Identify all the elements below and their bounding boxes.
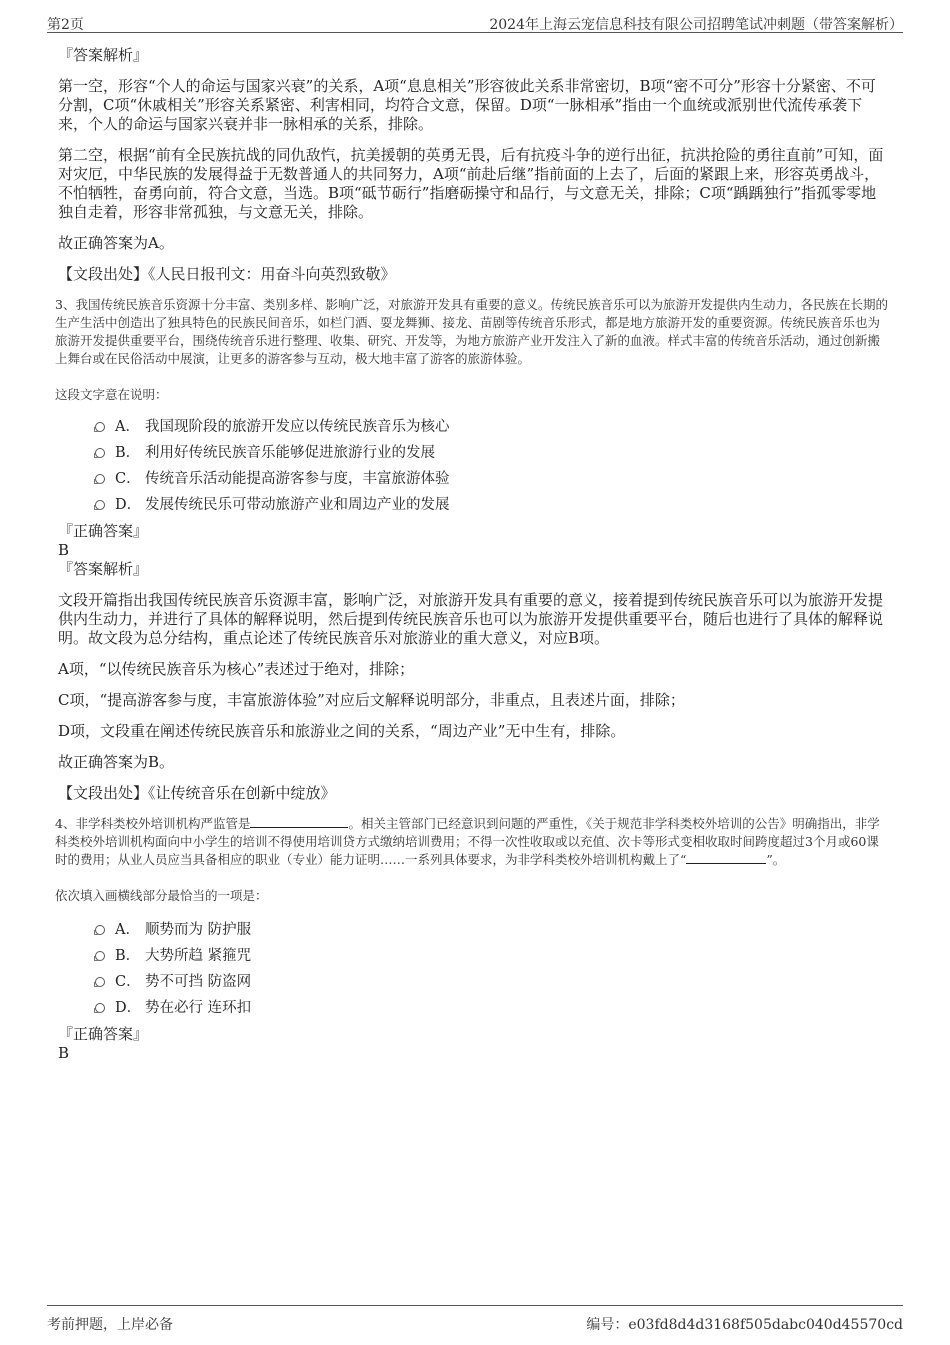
radio-icon[interactable]	[95, 448, 105, 458]
option-a[interactable]: A． 我国现阶段的旅游开发应以传统民族音乐为核心	[95, 414, 890, 440]
options-list	[95, 414, 890, 518]
radio-icon[interactable]	[95, 500, 105, 510]
answer-label: 『正确答案』	[58, 522, 149, 540]
radio-icon[interactable]	[95, 925, 105, 935]
option-c[interactable]: C． 势不可挡 防盗网	[95, 969, 890, 995]
page-header	[47, 12, 903, 33]
option-a[interactable]: A． 顺势而为 防护服	[95, 917, 890, 943]
analysis-paragraph: 文段开篇指出我国传统民族音乐资源丰富，影响广泛，对旅游开发具有重要的意义，接着提到传统民族音乐可以为旅游开发提供内生动力，并进行了具体的解释说明，然后提到传统民族音乐也可以为旅游开发提供重要平台，随后也进行了具体的解释说明。故文段为总分结构，重点论述了传统民族音乐对旅游业的重大意义，对应B项。	[58, 591, 884, 647]
radio-icon[interactable]	[95, 977, 105, 987]
document-title: 2024年上海云宠信息科技有限公司招聘笔试冲刺题（带答案解析）	[489, 17, 903, 33]
radio-icon[interactable]	[95, 474, 105, 484]
analysis-paragraph: D项，文段重在阐述传统民族音乐和旅游业之间的关系，“周边产业”无中生有，排除。	[58, 722, 626, 740]
document-id: 编号：e03fd8d4d3168f505dabc040d45570cd	[586, 1317, 903, 1333]
page-footer	[47, 1305, 903, 1336]
page-content	[55, 46, 890, 1063]
footer-slogan: 考前押题，上岸必备	[47, 1317, 173, 1333]
source-citation: 【文段出处】《让传统音乐在创新中绽放》	[58, 784, 336, 802]
radio-icon[interactable]	[95, 951, 105, 961]
analysis-paragraph: A项，“以传统民族音乐为核心”表述过于绝对，排除；	[58, 660, 415, 678]
option-c[interactable]: C． 传统音乐活动能提高游客参与度，丰富旅游体验	[95, 466, 890, 492]
option-b[interactable]: B． 大势所趋 紧箍咒	[95, 943, 890, 969]
question-prompt: 这段文字意在说明：	[55, 387, 168, 402]
option-d[interactable]: D． 势在必行 连环扣	[95, 995, 890, 1021]
question-prompt: 依次填入画横线部分最恰当的一项是：	[55, 888, 268, 903]
answer-value: B	[58, 1044, 70, 1062]
analysis-paragraph: C项，“提高游客参与度，丰富旅游体验”对应后文解释说明部分，非重点，且表述片面，排除；	[58, 691, 685, 709]
option-b[interactable]: B． 利用好传统民族音乐能够促进旅游行业的发展	[95, 440, 890, 466]
radio-icon[interactable]	[95, 1003, 105, 1013]
answer-label: 『正确答案』	[58, 1025, 149, 1043]
fill-blank	[250, 815, 348, 828]
page-number: 第2页	[47, 17, 84, 33]
conclusion-text: 故正确答案为B。	[58, 753, 175, 771]
analysis-paragraph: 第一空，形容“个人的命运与国家兴衰”的关系，A项“息息相关”形容彼此关系非常密切，B项“密不可分”形容十分紧密、不可分割，C项“休戚相关”形容关系紧密、利害相同，均符合文意，保留。D项“一脉相承”指由一个血统或派别世代流传承袭下来，个人的命运与国家兴衰并非一脉相承的关系，排除。	[58, 77, 876, 133]
source-citation: 【文段出处】《人民日报刊文：用奋斗向英烈致敬》	[58, 265, 396, 283]
radio-icon[interactable]	[95, 422, 105, 432]
analysis-label: 『答案解析』	[58, 46, 149, 64]
options-list	[95, 917, 890, 1021]
answer-value: B	[58, 541, 70, 559]
question-stem: 3、我国传统民族音乐资源十分丰富、类别多样、影响广泛，对旅游开发具有重要的意义。传统民族音乐可以为旅游开发提供内生动力，各民族在长期的生产生活中创造出了独具特色的民族民间音乐，如栏门酒、耍龙舞狮、接龙、苗剧等传统音乐形式，都是地方旅游开发的重要资源。传统民族音乐也为旅游开发提供重要平台，围绕传统音乐进行整理、收集、研究、开发等，为地方旅游产业开发注入了新的血液。样式丰富的传统音乐活动，通过创新搬上舞台或在民俗活动中展演，让更多的游客参与互动，极大地丰富了游客的旅游体验。	[55, 297, 888, 366]
conclusion-text: 故正确答案为A。	[58, 234, 174, 252]
fill-blank	[686, 851, 766, 864]
option-d[interactable]: D． 发展传统民乐可带动旅游产业和周边产业的发展	[95, 492, 890, 518]
analysis-label: 『答案解析』	[58, 560, 149, 578]
analysis-paragraph: 第二空，根据“前有全民族抗战的同仇敌忾，抗美援朝的英勇无畏，后有抗疫斗争的逆行出征，抗洪抢险的勇往直前”可知，面对灾厄，中华民族的发展得益于无数普通人的共同努力，A项“前赴后继”指前面的上去了，后面的紧跟上来，形容英勇战斗，不怕牺牲，奋勇向前，符合文意，当选。B项“砥节砺行”指磨砺操守和品行，与文意无关，排除；C项“踽踽独行”指孤零零地独自走着，形容非常孤独，与文意无关，排除。	[58, 146, 884, 221]
question-stem: 4、非学科类校外培训机构严监管是 。相关主管部门已经意识到问题的严重性，《关于规范非学科类校外培训的公告》明确指出，非学科类校外培训机构面向中小学生的培训不得使用培训贷方式缴纳培训费用；不得一次性收取或以充值、次卡等形式变相收取时间跨度超过3个月或60课时的费用；从业人员应当具备相应的职业（专业）能力证明……一系列具体要求，为非学科类校外培训机构戴上了“ ”。	[55, 816, 880, 867]
